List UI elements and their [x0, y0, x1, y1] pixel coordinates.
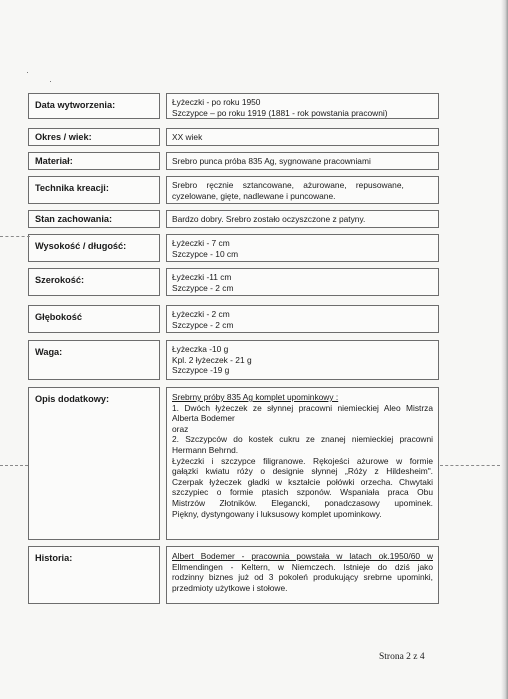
value-line: XX wiek [172, 132, 203, 142]
value-line: Mistrzów Złotników. Elegancki, ponadczasowy upominek. [172, 497, 433, 508]
value-opis-dodatkowy [166, 387, 439, 540]
value-line: cyzelowane, gięte, nadlewane i puncowane. [172, 190, 336, 201]
value-line: Bardzo dobry. Srebro zostało oczyszczone z patyny. [172, 214, 366, 224]
value-okres-wiek [166, 128, 439, 146]
value-line: Piękny, dystyngowany i luksusowy komplet upominkowy. [172, 508, 382, 519]
value-line: Hermann Behrnd. [172, 444, 239, 455]
value-line: Srebro punca próba 835 Ag, sygnowane pracowniami [172, 156, 371, 166]
value-line: Czerpak łyżeczek gładki w kształcie połówki orzecha. Chwytaki [172, 476, 433, 487]
label-waga: Waga: [28, 340, 160, 380]
value-line: oraz [172, 423, 189, 434]
fold-line [0, 465, 28, 466]
value-szerokosc [166, 268, 439, 296]
label-technika-kreacji: Technika kreacji: [28, 176, 160, 204]
value-line: Kpl. 2 łyżeczek - 21 g [172, 354, 252, 365]
value-line: Szczypce - 2 cm [172, 319, 234, 330]
label-data-wytworzenia: Data wytworzenia: [28, 93, 160, 119]
value-line: Srebro ręcznie sztancowane, ażurowane, repusowane, [172, 180, 404, 190]
value-line: Srebrny próby 835 Ag komplet upominkowy : [172, 392, 339, 402]
fold-line [0, 236, 30, 237]
value-data-wytworzenia [166, 93, 439, 119]
label-okres-wiek: Okres / wiek: [28, 128, 160, 146]
label-wysokosc-dlugosc: Wysokość / długość: [28, 234, 160, 262]
value-material [166, 152, 439, 170]
label-opis-dodatkowy: Opis dodatkowy: [28, 387, 160, 540]
scan-edge [501, 0, 508, 699]
value-line: Szczypce – po roku 1919 (1881 - rok powstania pracowni) [172, 107, 388, 118]
value-stan-zachowania [166, 210, 439, 228]
value-line: Łyżeczka -10 g [172, 344, 229, 354]
value-line: przedmioty użytkowe i stołowe. [172, 582, 288, 593]
value-line: 1. Dwóch łyżeczek ze słynnej pracowni niemieckiej Aleo Mistrza [172, 402, 433, 413]
value-line: rodzinny biznes już od 3 pokoleń produkujący srebrne upominki, [172, 572, 433, 583]
value-line: Łyżeczki - 7 cm [172, 238, 230, 248]
value-line: Szczypce -19 g [172, 365, 230, 376]
value-waga [166, 340, 439, 380]
value-wysokosc-dlugosc [166, 234, 439, 262]
value-technika-kreacji [166, 176, 439, 204]
value-line: 2. Szczypców do kostek cukru ze znanej niemieckiej pracowni [172, 434, 433, 445]
value-line: szczypiec o formie ptasich szponów. Wspaniała praca Obu [172, 487, 433, 498]
label-stan-zachowania: Stan zachowania: [28, 210, 160, 228]
value-line: Ellmendingen - Keltern, w Niemczech. Istnieje do dziś jako [172, 561, 433, 572]
page-number: Strona 2 z 4 [379, 652, 425, 662]
value-line: Łyżeczki - po roku 1950 [172, 97, 261, 107]
fold-line [440, 465, 500, 466]
value-line: Szczypce - 10 cm [172, 248, 239, 259]
value-line: Szczypce - 2 cm [172, 282, 234, 293]
label-glebokosc: Głębokość [28, 305, 160, 333]
workshop-name: Albert Bodemer - pracownia powstała w latach ok.1950/60 w [172, 551, 433, 561]
label-szerokosc: Szerokość: [28, 268, 160, 296]
value-line: Alberta Bodemer [172, 413, 235, 424]
value-glebokosc [166, 305, 439, 333]
value-line: Łyżeczki - 2 cm [172, 309, 230, 319]
scan-speck [50, 81, 51, 82]
value-line: Łyżeczki i szczypce filigranowe. Rękojeści ażurowe w formie [172, 455, 433, 466]
label-material: Materiał: [28, 152, 160, 170]
value-line: Łyżeczki -11 cm [172, 272, 232, 282]
value-historia [166, 546, 439, 604]
scan-speck [27, 72, 28, 73]
value-line: gałązki kwiatu róży o designie słynnej „Róży z Hildesheim". [172, 466, 433, 477]
label-historia: Historia: [28, 546, 160, 604]
value-line [172, 551, 433, 562]
